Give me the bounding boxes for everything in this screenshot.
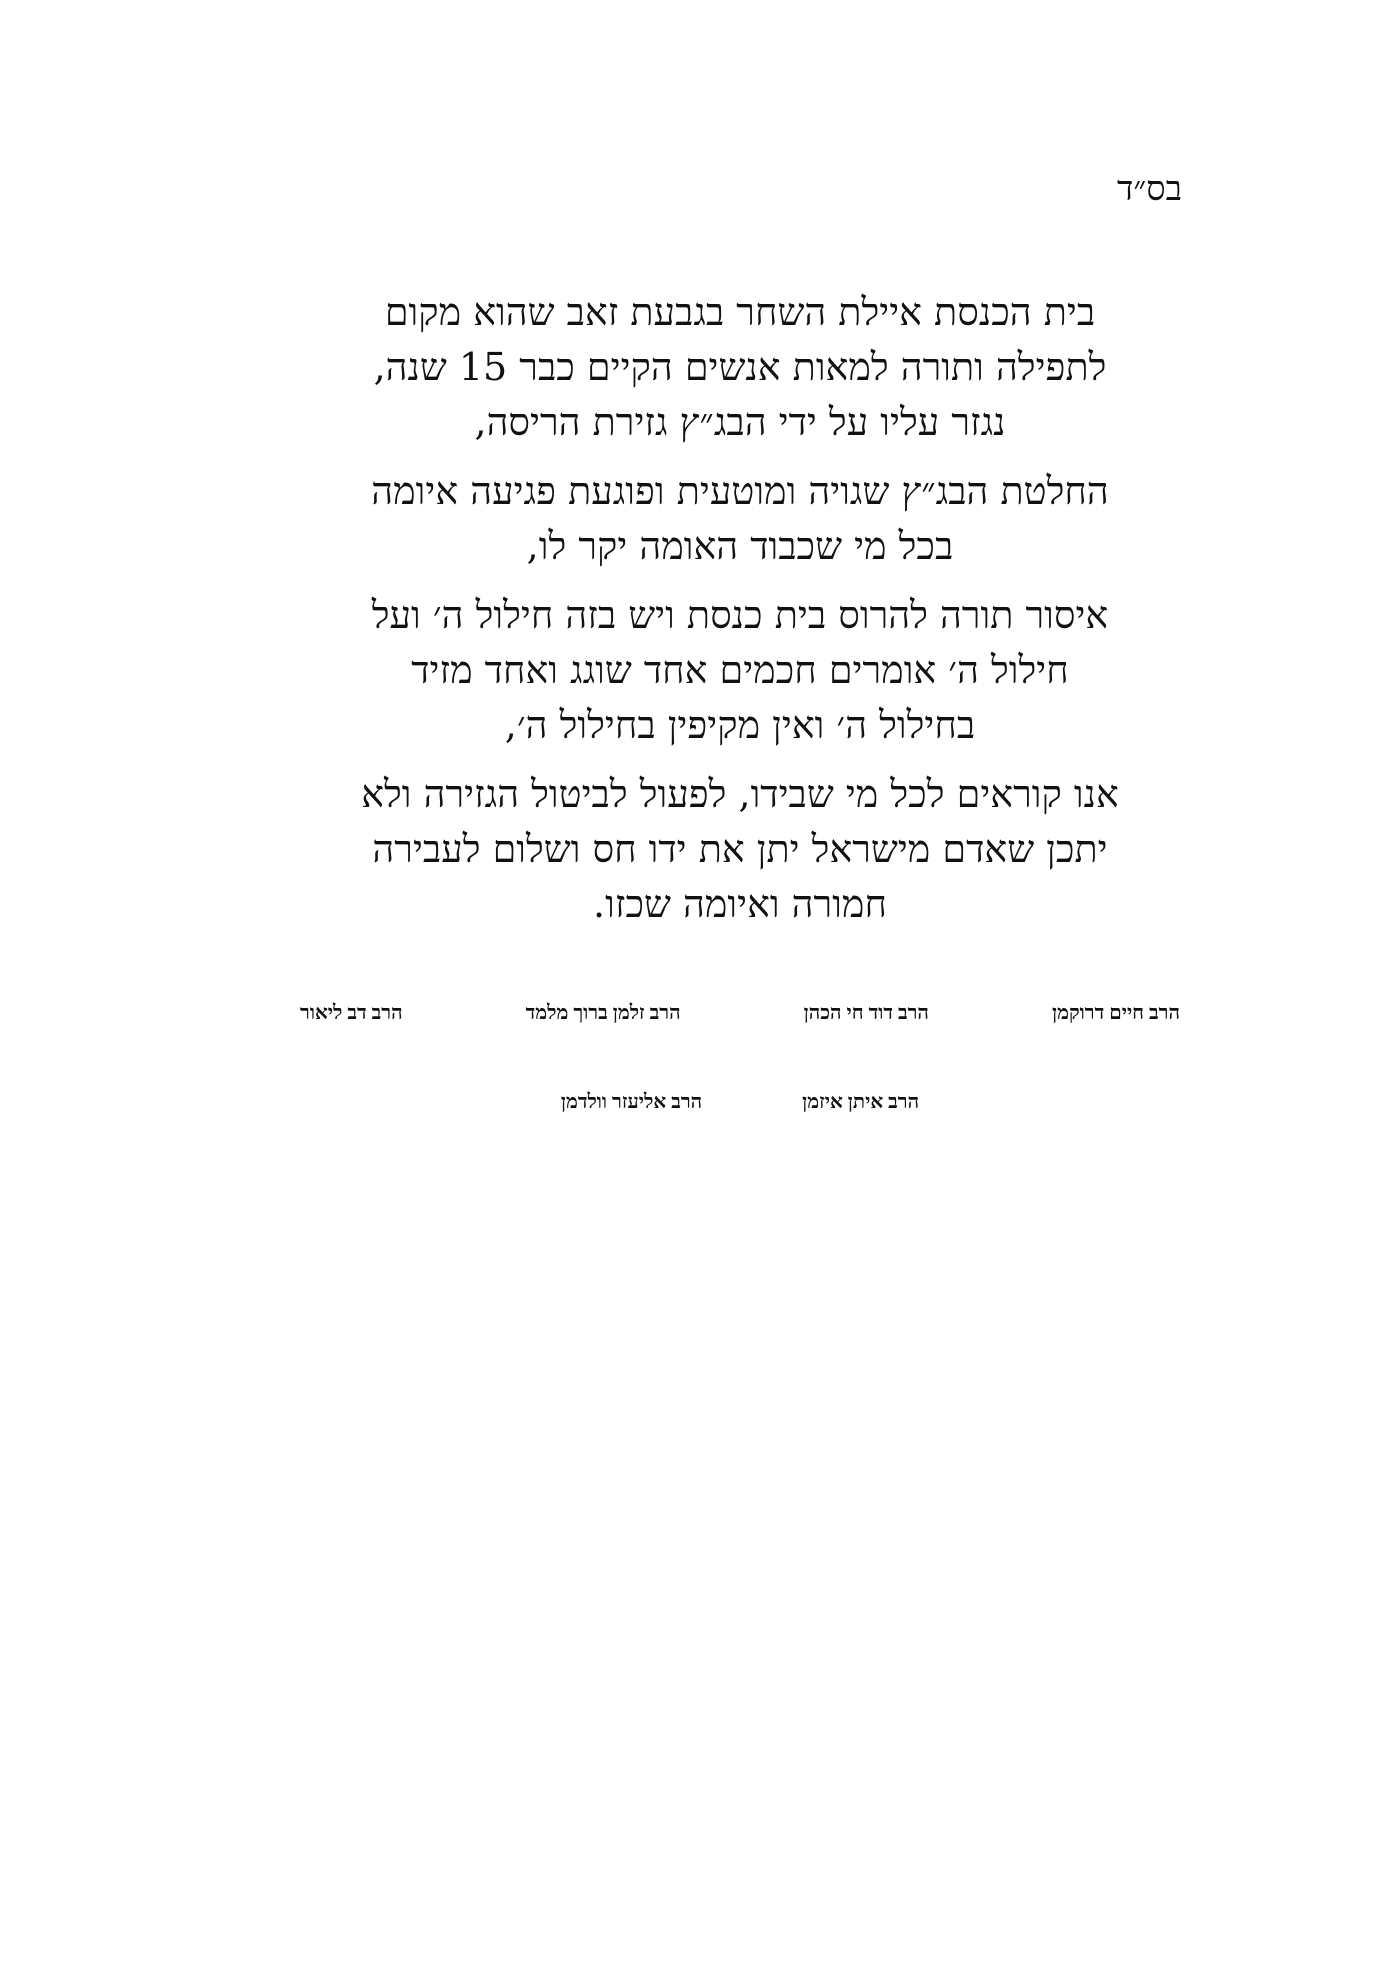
text-line: נגזר עליו על ידי הבג״ץ גזירת הריסה, — [474, 400, 1006, 444]
paragraph-4 — [300, 767, 1180, 932]
paragraph-1 — [300, 285, 1180, 450]
text-line: בכל מי שכבוד האומה יקר לו, — [526, 524, 954, 568]
signatures-block — [300, 1002, 1180, 1114]
signature-name: הרב דוד חי הכהן — [803, 1002, 929, 1024]
signature-name: הרב איתן איזמן — [802, 1091, 920, 1113]
text-line: חמורה ואיומה שכזו. — [593, 882, 887, 926]
text-line: חילול ה׳ אומרים חכמים אחד שוגג ואחד מזיד — [411, 648, 1069, 692]
letter-body — [300, 285, 1180, 946]
text-line: בחילול ה׳ ואין מקיפין בחילול ה׳, — [504, 703, 976, 747]
paragraph-2 — [300, 464, 1180, 574]
signatures-row-2 — [300, 1091, 1180, 1114]
signature-name: הרב אליעזר וולדמן — [560, 1091, 703, 1113]
text-line: לתפילה ותורה למאות אנשים הקיים כבר 15 שנה, — [373, 345, 1107, 389]
signatures-row-1 — [300, 1002, 1180, 1025]
signature-name: הרב זלמן ברוך מלמד — [525, 1002, 681, 1024]
paragraph-3 — [300, 588, 1180, 753]
text-line: אנו קוראים לכל מי שבידו, לפעול לביטול הגזירה ולא — [361, 772, 1119, 816]
header-mark: בס״ד — [1117, 169, 1182, 209]
text-line: איסור תורה להרוס בית כנסת ויש בזה חילול ה׳ ועל — [371, 593, 1109, 637]
text-line: בית הכנסת איילת השחר בגבעת זאב שהוא מקום — [384, 290, 1096, 334]
signature-name: הרב חיים דרוקמן — [1052, 1002, 1180, 1024]
text-line: יתכן שאדם מישראל יתן את ידו חס ושלום לעבירה — [372, 827, 1108, 871]
text-line: החלטת הבג״ץ שגויה ומוטעית ופוגעת פגיעה איומה — [371, 469, 1109, 513]
signature-name: הרב דב ליאור — [300, 1002, 403, 1024]
